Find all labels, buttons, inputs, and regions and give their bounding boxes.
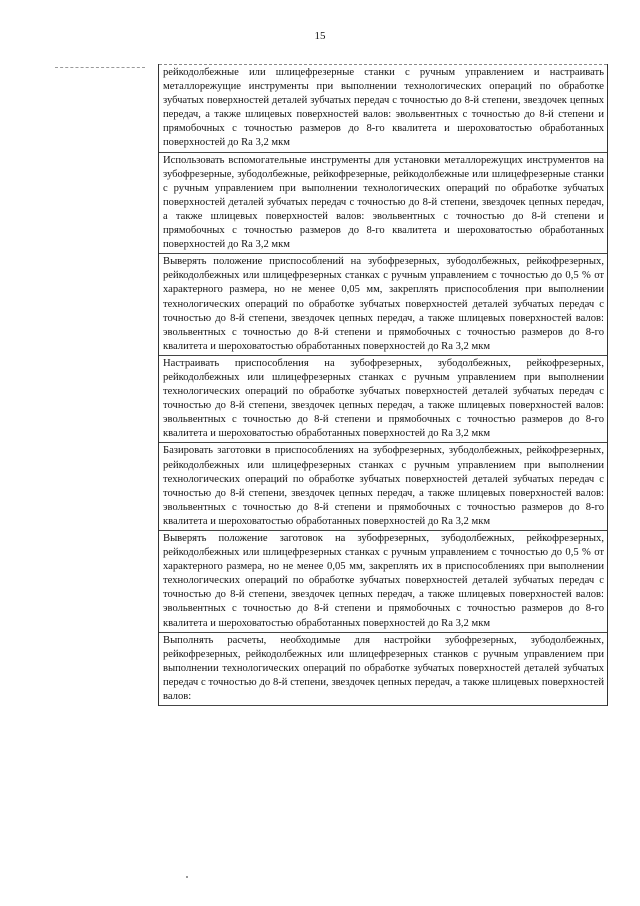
scan-speck [186, 876, 188, 878]
table-row: Выполнять расчеты, необходимые для настройки зубофрезерных, зубодолбежных, рейкофрезерных, рейкодолбежных или шлицефрезерных станков с ручным управлением при выполнении технологических операций по обработке зубчатых поверхностей деталей зубчатых передач с точностью до 8-й степени, звездочек цепных передач, а также шлицевых поверхностей валов: [159, 632, 607, 706]
skills-table [158, 64, 608, 706]
table-row: Использовать вспомогательные инструменты для установки металлорежущих инструментов на зубофрезерные, зубодолбежные, рейкофрезерные, рейкодолбежные или шлицефрезерные станки с ручным управлением при выполнении технологических операций по обработке зубчатых поверхностей деталей зубчатых передач с точностью до 8-й степени, звездочек цепных передач, а также шлицевых поверхностей валов: эвольвентных с точностью до 8-й степени и прямобочных с точностью размеров до 8-го квалитета и шероховатостью обработанных поверхностей до Ra 3,2 мкм [159, 152, 607, 254]
table-row: Выверять положение приспособлений на зубофрезерных, зубодолбежных, рейкофрезерных, рейкодолбежных или шлицефрезерных станках с ручным управлением с точностью до 0,5 % от характерного размера, но не менее 0,05 мм, закреплять приспособления при выполнении технологических операций по обработке зубчатых поверхностей деталей зубчатых передач с точностью до 8-й степени, звездочек цепных передач, а также шлицевых поверхностей валов: эвольвентных с точностью до 8-й степени и прямобочных с точностью размеров до 8-го квалитета и шероховатостью обработанных поверхностей до Ra 3,2 мкм [159, 253, 607, 355]
table-row: Настраивать приспособления на зубофрезерных, зубодолбежных, рейкофрезерных, рейкодолбежных или шлицефрезерных станках с ручным управлением при выполнении технологических операций по обработке зубчатых поверхностей деталей зубчатых передач с точностью до 8-й степени, звездочек цепных передач, а также шлицевых поверхностей валов: эвольвентных с точностью до 8-й степени и прямобочных с точностью размеров до 8-го квалитета и шероховатостью обработанных поверхностей до Ra 3,2 мкм [159, 355, 607, 443]
table-row: Выверять положение заготовок на зубофрезерных, зубодолбежных, рейкофрезерных, рейкодолбежных или шлицефрезерных станках с ручным управлением с точностью до 0,5 % от характерного размера, но не менее 0,05 мм, закреплять их в приспособлениях при выполнении технологических операций по обработке зубчатых поверхностей деталей зубчатых передач с точностью до 8-й степени, звездочек цепных передач, а также шлицевых поверхностей валов: эвольвентных с точностью до 8-й степени и прямобочных с точностью размеров до 8-го квалитета и шероховатостью обработанных поверхностей до Ra 3,2 мкм [159, 530, 607, 632]
page-number: 15 [314, 30, 326, 42]
left-column-divider [55, 67, 145, 68]
table-row: рейкодолбежные или шлицефрезерные станки с ручным управлением и настраивать металлорежущие инструменты при выполнении технологических операций по обработке зубчатых поверхностей деталей зубчатых передач с точностью до 8-й степени, звездочек цепных передач, а также шлицевых поверхностей валов: эвольвентных с точностью до 8-й степени и прямобочных с точностью размеров до 8-го квалитета и шероховатостью обработанных поверхностей до Ra 3,2 мкм [159, 64, 607, 152]
table-row: Базировать заготовки в приспособлениях на зубофрезерных, зубодолбежных, рейкофрезерных, рейкодолбежных или шлицефрезерных станках с ручным управлением при выполнении технологических операций по обработке зубчатых поверхностей деталей зубчатых передач с точностью до 8-й степени, звездочек цепных передач, а также шлицевых поверхностей валов: эвольвентных с точностью до 8-й степени и прямобочных с точностью размеров до 8-го квалитета и шероховатостью обработанных поверхностей до Ra 3,2 мкм [159, 442, 607, 530]
